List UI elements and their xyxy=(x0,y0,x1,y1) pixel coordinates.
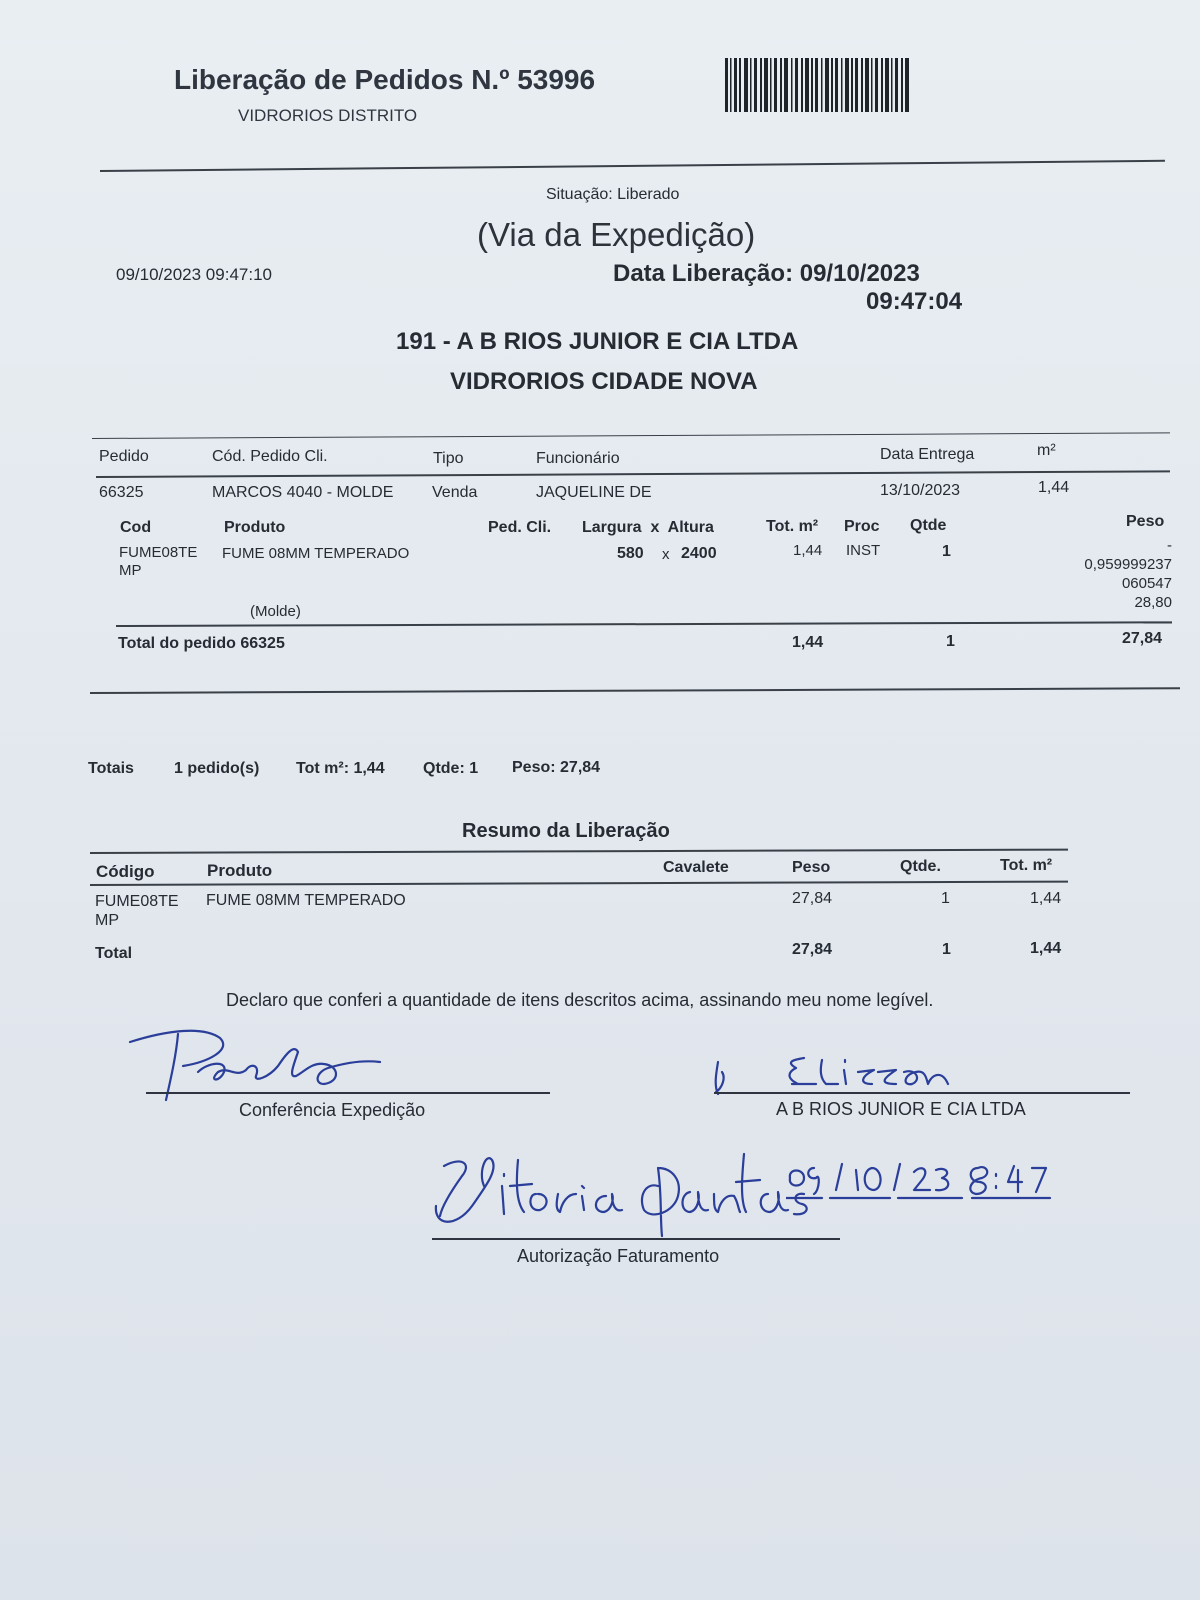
signature-vitoria-dantas xyxy=(432,1146,812,1238)
totals-label: Totais xyxy=(88,760,134,777)
order-total-label: Total do pedido 66325 xyxy=(118,635,285,652)
summary-total-label: Total xyxy=(95,945,133,962)
document-title: Liberação de Pedidos N.º 53996 xyxy=(174,64,596,95)
handwritten-date xyxy=(786,1160,1086,1206)
declaration-text: Declaro que conferi a quantidade de itens descritos acima, assinando meu nome legível. xyxy=(226,990,934,1010)
col-header-funcionario: Funcionário xyxy=(536,450,620,467)
order-total-peso: 27,84 xyxy=(1122,630,1163,647)
release-time: 09:47:04 xyxy=(866,288,963,315)
col-header-pedido: Pedido xyxy=(99,448,149,465)
release-date: Data Liberação: 09/10/2023 xyxy=(613,260,920,287)
summary-qtde: 1 xyxy=(941,890,950,907)
copy-type-heading: (Via da Expedição) xyxy=(477,216,756,253)
signature-paulo xyxy=(128,1022,388,1102)
order-header-divider xyxy=(96,470,1170,478)
order-employee: JAQUELINE DE xyxy=(536,484,652,501)
item-peso xyxy=(1084,536,1172,612)
item-product: FUME 08MM TEMPERADO xyxy=(222,545,410,562)
col-header-m2: m² xyxy=(1037,442,1056,459)
item-peso-line3: 28,80 xyxy=(1134,594,1172,611)
store-name: VIDRORIOS CIDADE NOVA xyxy=(450,368,758,395)
col-header-tipo: Tipo xyxy=(433,450,464,467)
col-header-data-entrega: Data Entrega xyxy=(880,446,975,463)
signature-line-conferencia xyxy=(146,1092,550,1094)
item-code xyxy=(119,544,197,580)
signature-label-conferencia: Conferência Expedição xyxy=(239,1100,426,1120)
totals-qtde: Qtde: 1 xyxy=(423,760,479,777)
summary-peso: 27,84 xyxy=(792,890,833,907)
summary-header-codigo: Código xyxy=(96,862,155,881)
summary-title: Resumo da Liberação xyxy=(462,820,670,842)
item-header-largura-altura: Largura x Altura xyxy=(582,519,714,536)
summary-total-qtde: 1 xyxy=(942,941,951,958)
order-type: Venda xyxy=(432,484,478,501)
item-header-ped-cli: Ped. Cli. xyxy=(488,519,552,536)
summary-header-divider xyxy=(90,881,1068,886)
summary-code-line1: FUME08TE xyxy=(95,893,179,910)
item-header-cod: Cod xyxy=(120,519,152,536)
item-peso-line1: 0,959999237 xyxy=(1084,556,1172,573)
summary-total-tot-m2: 1,44 xyxy=(1030,940,1062,957)
signature-line-cliente xyxy=(714,1092,1130,1094)
summary-top-line xyxy=(90,849,1068,854)
item-header-tot-m2: Tot. m² xyxy=(766,518,819,535)
item-qtde: 1 xyxy=(942,543,951,560)
order-number: 66325 xyxy=(99,484,144,501)
order-m2: 1,44 xyxy=(1038,479,1070,496)
summary-code-line2: MP xyxy=(95,912,119,929)
summary-header-produto: Produto xyxy=(207,861,273,880)
totals-m2: Tot m²: 1,44 xyxy=(296,760,385,777)
order-total-qtde: 1 xyxy=(946,633,955,650)
item-header-qtde: Qtde xyxy=(910,517,947,534)
item-tot-m2: 1,44 xyxy=(793,542,823,559)
summary-product: FUME 08MM TEMPERADO xyxy=(206,892,406,909)
header-divider xyxy=(100,160,1165,172)
summary-tot-m2: 1,44 xyxy=(1030,890,1062,907)
item-x-separator: x xyxy=(662,546,670,563)
signature-line-autorizacao xyxy=(432,1238,840,1240)
item-peso-line2: 060547 xyxy=(1121,575,1172,592)
item-proc: INST xyxy=(846,542,881,559)
col-header-cod-pedido-cli: Cód. Pedido Cli. xyxy=(212,448,328,465)
item-largura: 580 xyxy=(617,545,644,562)
client-name: 191 - A B RIOS JUNIOR E CIA LTDA xyxy=(396,328,799,355)
summary-header-cavalete: Cavalete xyxy=(663,859,729,876)
signature-label-autorizacao: Autorização Faturamento xyxy=(517,1246,720,1266)
order-delivery-date: 13/10/2023 xyxy=(880,482,961,499)
summary-header-tot-m2: Tot. m² xyxy=(1000,857,1053,874)
order-table-top-line xyxy=(92,432,1170,439)
summary-code xyxy=(95,892,179,930)
item-header-produto: Produto xyxy=(224,519,286,536)
item-altura: 2400 xyxy=(681,545,717,562)
item-peso-dash: - xyxy=(1167,537,1172,554)
item-total-divider xyxy=(116,621,1172,626)
order-total-m2: 1,44 xyxy=(792,634,824,651)
signature-label-cliente: A B RIOS JUNIOR E CIA LTDA xyxy=(776,1099,1026,1119)
order-table-bottom-line xyxy=(90,687,1180,694)
company-subtitle: VIDRORIOS DISTRITO xyxy=(238,106,418,125)
summary-header-peso: Peso xyxy=(792,859,831,876)
totals-orders: 1 pedido(s) xyxy=(174,760,260,777)
item-header-proc: Proc xyxy=(844,518,880,535)
barcode-icon xyxy=(725,58,911,112)
item-header-peso: Peso xyxy=(1126,513,1165,530)
item-code-line2: MP xyxy=(119,562,142,579)
print-timestamp: 09/10/2023 09:47:10 xyxy=(116,265,272,284)
item-code-line1: FUME08TE xyxy=(119,544,198,561)
status-text: Situação: Liberado xyxy=(546,186,680,203)
item-observation: (Molde) xyxy=(250,603,301,620)
order-client-code: MARCOS 4040 - MOLDE xyxy=(212,484,394,501)
summary-total-peso: 27,84 xyxy=(792,941,833,958)
summary-header-qtde: Qtde. xyxy=(900,858,941,875)
totals-peso: Peso: 27,84 xyxy=(512,759,601,776)
